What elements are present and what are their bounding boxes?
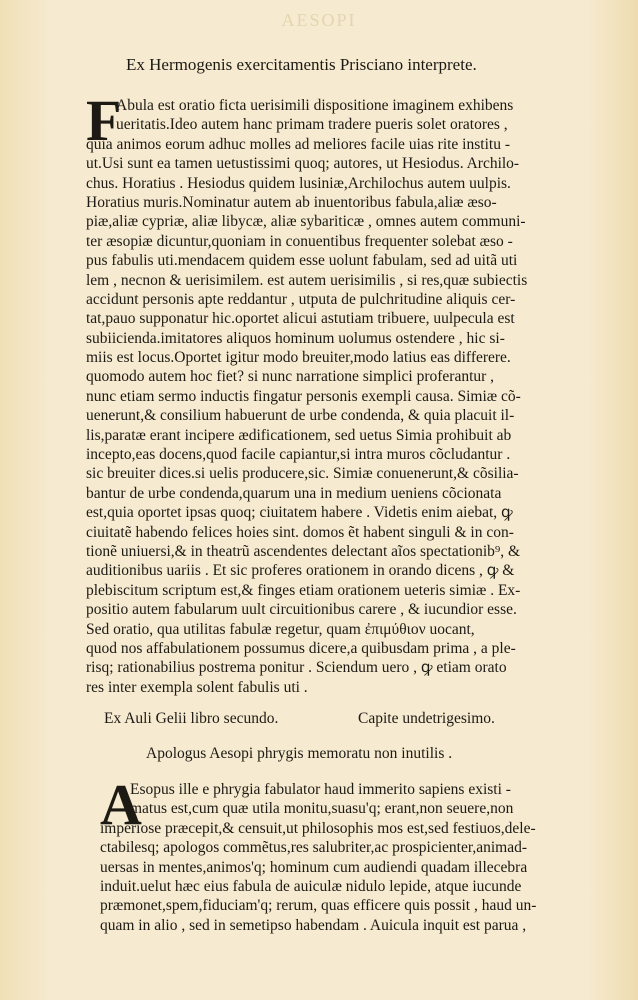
text-line: nunc etiam sermo inductis fingatur personis exempli causa. Simiæ cõ- [86,387,521,405]
body-text-gellius [100,780,556,935]
text-line: ciuitatẽ habendo felices hoies sint. domos ẽt habent singuli & in con- [86,523,514,541]
text-line: piæ,aliæ cypriæ, aliæ libycæ, aliæ sybariticæ , omnes autem communi- [86,213,526,231]
apologue-title: Apologus Aesopi phrygis memoratu non inutilis . [146,745,453,762]
text-line: ut.Usi sunt ea tamen uetustissimi quoq; autores, ut Hesiodus. Archilo- [86,155,520,173]
text-line: res inter exempla solent fabulis uti . [86,678,308,696]
text-line: positio autem fabularum uult circuitionibus carere , & iucundior esse. [86,601,517,619]
text-line: induit.uelut hæc eius fabula de auiculæ nidulo lepide, atque iucunde [100,877,522,895]
text-line: quam in alio , sed in semetipso habendam . Auicula inquit est parua , [100,916,527,934]
text-line: quia animos eorum adhuc molles ad meliores facile uias rite institu - [86,135,510,153]
text-line: Horatius muris.Nominatur autem ab inuentoribus fabula,aliæ æso- [86,193,497,211]
dropcap-a: A [100,772,142,837]
text-line: præmonet,spem,fiduciam'q; rerum, quas efficere quis possit , haud un- [100,897,537,915]
text-line: auditionibus uariis . Et sic proferes orationem in orando dicens , ꝙ & [86,562,515,580]
text-line: miis est locus.Oportet igitur modo breuiter,modo latius eas differere. [86,349,511,367]
text-line: ctabilesq; apologos commẽtus,res salubriter,ac prospicienter,animad- [100,839,528,857]
text-line: uenerunt,& consilium habuerunt de urbe condenda, & quia placuit il- [86,407,515,425]
text-line: bantur de urbe condenda,quarum una in medium ueniens cõcionata [86,484,502,502]
text-line: ter æsopiæ dicuntur,quoniam in conuentibus frequenter solebat æso - [86,232,513,250]
text-line: subiicienda.imitatores aliquos hominum uolumus ostendere , hic si- [86,329,505,347]
source-heading: Ex Auli Gelii libro secundo. [104,710,279,727]
section-heading: Ex Hermogenis exercitamentis Prisciano interprete. [126,55,477,74]
text-line: pus fabulis uti.mendacem quidem esse uolunt fabulam, sed ad uitã uti [86,252,518,270]
text-line: incepto,eas docens,quod facile capiantur,si intra muros cõcludantur . [86,446,511,464]
text-line: Esopus ille e phrygia fabulator haud immerito sapiens existi - [130,781,511,798]
text-line: Abula est oratio ficta uerisimili dispositione imaginem exhibens [116,97,514,114]
text-line: imperiose præcepit,& censuit,ut philosophis mos est,sed festiuos,dele- [100,819,536,837]
text-line: chus. Horatius . Hesiodus quidem lusiniæ,Archilochus autem uulpis. [86,174,511,192]
text-line: tat,pauo supponatur hic.oportet alicui astutiam tribuere, uulpecula est [86,310,515,328]
dropcap-f: F [86,88,122,153]
text-line: matus est,cum quæ utila monitu,suasu'q; erant,non seuere,non [130,800,514,818]
text-line: Sed oratio, qua utilitas fabulæ regetur, quam ἐπιμύθιον uocant, [86,620,475,638]
text-line: est,quia oportet ipsas quoq; ciuitatem habere . Videtis enim aiebat, ꝙ [86,504,513,522]
text-line: ueritatis.Ideo autem hanc primam tradere pueris solet oratores , [116,116,508,134]
running-head: AESOPI [281,10,357,30]
text-line: tionẽ uniuersi,& in theatrũ ascendentes delectant aĩos spectationib⁹, & [86,542,521,560]
text-line: uersas in mentes,animos'q; hominum cum audiendi quadam illecebra [100,858,528,876]
text-line: quomodo autem hoc fiet? si nunc narratione simplici proferantur , [86,368,495,386]
text-line: plebiscitum scriptum est,& finges etiam orationem ueteris simiæ . Ex- [86,581,521,599]
text-line: risq; rationabilius postrema ponitur . Sciendum uero , ꝙ etiam orato [86,659,507,677]
text-line: lis,paratæ erant incipere ædificationem, sed uetus Simia prohibuit ab [86,426,512,444]
text-line: accidunt personis apte reddantur , utputa de pulchritudine aliquis cer- [86,290,516,308]
text-line: lem , necnon & uerisimilem. est autem uerisimilis , si res,quæ subiectis [86,271,528,289]
text-line: sic breuiter dices.si uelis producere,sic. Simiæ conuenerunt,& cõsilia- [86,465,519,483]
body-text-hermogenes [86,96,556,697]
chapter-heading: Capite undetrigesimo. [358,710,495,727]
text-line: quod nos affabulationem possumus dicere,a quibusdam prima , a ple- [86,639,516,657]
